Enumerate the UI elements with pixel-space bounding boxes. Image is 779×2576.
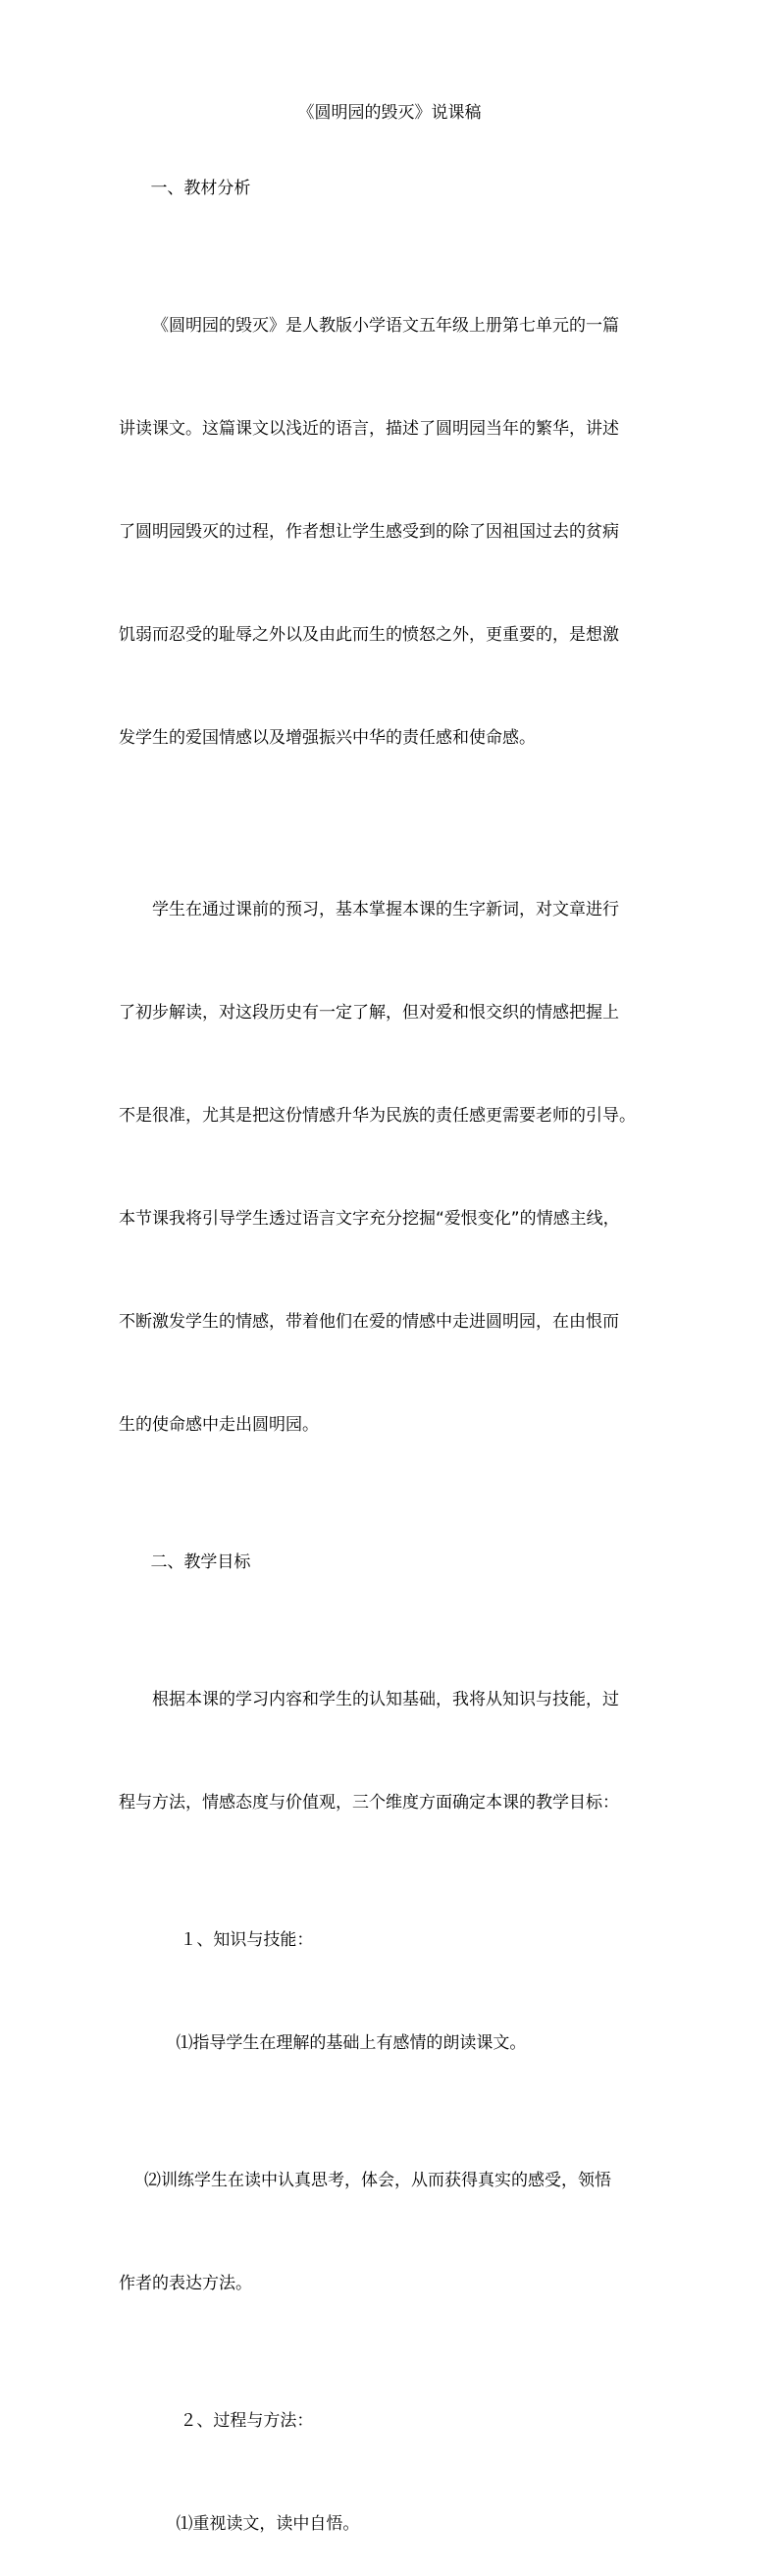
list-subitem-text: ⑴重视读文，读中自悟。 (176, 2514, 360, 2534)
text-line: 生的使命感中走出圆明园。 (119, 1415, 319, 1435)
list-item-knowledge-skills (119, 1889, 688, 1992)
text-line: 发学生的爱国情感以及增强振兴中华的责任感和使命感。 (119, 728, 536, 748)
text-line: 了初步解读，对这段历史有一定了解，但对爱和恨交织的情感把握上 (119, 1003, 619, 1023)
text-line: 了圆明园毁灭的过程，作者想让学生感受到的除了因祖国过去的贫病 (119, 522, 619, 542)
list-item-process-methods (119, 2370, 688, 2473)
text-line: ⑵训练学生在读中认真思考，体会，从而获得真实的感受，领悟 (144, 2171, 611, 2190)
text-line: 讲读课文。这篇课文以浅近的语言，描述了圆明园当年的繁华，讲述 (119, 419, 619, 439)
paragraph-textbook-intro (119, 240, 688, 824)
text-line: 作者的表达方法。 (119, 2274, 252, 2293)
list-subitem (119, 1992, 688, 2095)
list-subitem (119, 2473, 688, 2576)
section-heading-teaching-goals (119, 1511, 688, 1614)
text-line: 本节课我将引导学生透过语言文字充分挖掘“爱恨变化”的情感主线， (119, 1209, 620, 1229)
document-title: 《圆明园的毁灭》说课稿 (297, 103, 482, 123)
text-line: 程与方法，情感态度与价值观，三个维度方面确定本课的教学目标： (119, 1793, 619, 1813)
text-line: 不是很准，尤其是把这份情感升华为民族的责任感更需要老师的引导。 (119, 1106, 636, 1126)
paragraph-student-analysis (119, 824, 688, 1511)
text-line: 饥弱而忍受的耻辱之外以及由此而生的愤怒之外，更重要的，是想激 (119, 625, 619, 645)
text-line: 学生在通过课前的预习，基本掌握本课的生字新词，对文章进行 (152, 900, 619, 920)
text-line: 不断激发学生的情感，带着他们在爱的情感中走进圆明园，在由恨而 (119, 1312, 619, 1332)
list-item-text: ２、过程与方法： (180, 2411, 314, 2431)
document-body (119, 137, 688, 2576)
heading-text: 一、教材分析 (150, 179, 251, 198)
paragraph-goals-intro (119, 1614, 688, 1889)
list-item-text: １、知识与技能： (180, 1930, 314, 1950)
heading-text: 二、教学目标 (150, 1552, 251, 1572)
text-line: 《圆明园的毁灭》是人教版小学语文五年级上册第七单元的一篇 (152, 316, 619, 336)
list-subitem-text: ⑴指导学生在理解的基础上有感情的朗读课文。 (176, 2033, 527, 2053)
list-subitem (119, 2095, 688, 2370)
section-heading-textbook-analysis (119, 137, 688, 240)
text-line: 根据本课的学习内容和学生的认知基础，我将从知识与技能，过 (152, 1690, 619, 1709)
